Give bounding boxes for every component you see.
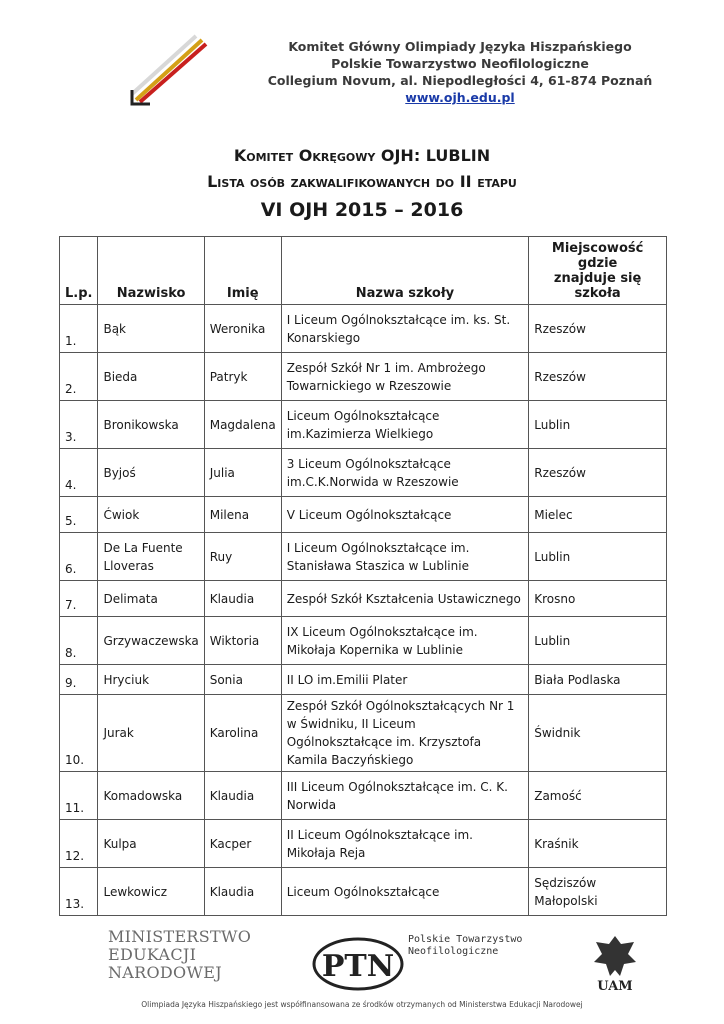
table-row — [60, 581, 667, 617]
header-city-line: Miejscowość — [551, 241, 644, 256]
cell-city: Świdnik — [529, 695, 667, 772]
table-row — [60, 497, 667, 533]
ptn-logo — [312, 934, 422, 992]
ptn-name-line: Neofilologiczne — [408, 946, 499, 957]
cell-lp: 6. — [60, 533, 98, 581]
cell-name: Julia — [204, 449, 281, 497]
cell-name: Klaudia — [204, 772, 281, 820]
qualified-students-table — [59, 236, 667, 916]
cell-name: Klaudia — [204, 581, 281, 617]
org-society: Polskie Towarzystwo Neofilologiczne — [331, 56, 589, 71]
cell-name: Weronika — [204, 305, 281, 353]
cell-surname: Lewkowicz — [98, 868, 204, 916]
cell-city: Mielec — [529, 497, 667, 533]
cell-school: Zespół Szkół Ogólnokształcących Nr 1 w Świdniku, II Liceum Ogólnokształcące im. Krzysztofa Kamila Baczyńskiego — [281, 695, 529, 772]
cell-school: Liceum Ogólnokształcące im.Kazimierza Wielkiego — [281, 401, 529, 449]
cell-surname: Ćwiok — [98, 497, 204, 533]
table-row — [60, 617, 667, 665]
cell-surname: Byjoś — [98, 449, 204, 497]
cell-name: Magdalena — [204, 401, 281, 449]
cell-school: Liceum Ogólnokształcące — [281, 868, 529, 916]
cell-name: Wiktoria — [204, 617, 281, 665]
cell-school: Zespół Szkół Nr 1 im. Ambrożego Towarnickiego w Rzeszowie — [281, 353, 529, 401]
ptn-name-line: Polskie Towarzystwo — [408, 934, 523, 945]
header-city — [529, 237, 667, 305]
cell-lp: 10. — [60, 695, 98, 772]
header-city-line: znajduje się — [553, 271, 642, 286]
table-row — [60, 665, 667, 695]
document-titles — [0, 143, 724, 225]
cell-name: Klaudia — [204, 868, 281, 916]
cell-name: Ruy — [204, 533, 281, 581]
uam-label: UAM — [597, 979, 633, 994]
cell-name: Sonia — [204, 665, 281, 695]
organization-header — [240, 38, 680, 106]
table-row — [60, 305, 667, 353]
table-row — [60, 353, 667, 401]
cell-school: 3 Liceum Ogólnokształcące im.C.K.Norwida w Rzeszowie — [281, 449, 529, 497]
table-row — [60, 820, 667, 868]
cell-city: Biała Podlaska — [529, 665, 667, 695]
ministry-line: MINISTERSTWO — [108, 927, 252, 946]
cell-lp: 2. — [60, 353, 98, 401]
funding-note: Olimpiada Języka Hiszpańskiego jest współfinansowana ze środków otrzymanych od Ministerstwa Edukacji Narodowej — [141, 1000, 583, 1009]
cell-lp: 1. — [60, 305, 98, 353]
cell-school: I Liceum Ogólnokształcące im. Stanisława Staszica w Lublinie — [281, 533, 529, 581]
cell-lp: 11. — [60, 772, 98, 820]
cell-name: Karolina — [204, 695, 281, 772]
ministry-line: NARODOWEJ — [108, 963, 222, 982]
cell-lp: 13. — [60, 868, 98, 916]
org-address: Collegium Novum, al. Niepodległości 4, 61-874 Poznań — [267, 73, 653, 88]
cell-school: V Liceum Ogólnokształcące — [281, 497, 529, 533]
cell-name: Patryk — [204, 353, 281, 401]
cell-city: Krosno — [529, 581, 667, 617]
header-name: Imię — [204, 237, 281, 305]
cell-surname: Jurak — [98, 695, 204, 772]
cell-city: Lublin — [529, 533, 667, 581]
title-list: Lista osób zakwalifikowanych do II etapu — [207, 172, 517, 191]
cell-school: II LO im.Emilii Plater — [281, 665, 529, 695]
cell-lp: 5. — [60, 497, 98, 533]
cell-name: Kacper — [204, 820, 281, 868]
ptn-name — [408, 934, 522, 958]
cell-lp: 9. — [60, 665, 98, 695]
cell-school: IX Liceum Ogólnokształcące im. Mikołaja Kopernika w Lublinie — [281, 617, 529, 665]
ptn-abbr: PTN — [321, 949, 395, 984]
cell-surname: Grzywaczewska — [98, 617, 204, 665]
cell-surname: Komadowska — [98, 772, 204, 820]
header-school: Nazwa szkoły — [281, 237, 529, 305]
header-city-line: szkoła — [574, 286, 621, 301]
table-row — [60, 449, 667, 497]
org-name: Komitet Główny Olimpiady Języka Hiszpańskiego — [288, 39, 632, 54]
table-header-row — [60, 237, 667, 305]
ministry-line: EDUKACJI — [108, 945, 197, 964]
title-edition: VI OJH 2015 – 2016 — [260, 199, 464, 221]
cell-school: III Liceum Ogólnokształcące im. C. K. Norwida — [281, 772, 529, 820]
cell-city: Kraśnik — [529, 820, 667, 868]
cell-surname: Bronikowska — [98, 401, 204, 449]
cell-name: Milena — [204, 497, 281, 533]
org-url-link[interactable]: www.ojh.edu.pl — [405, 90, 515, 105]
cell-city: Lublin — [529, 401, 667, 449]
table-row — [60, 695, 667, 772]
cell-school: Zespół Szkół Kształcenia Ustawicznego — [281, 581, 529, 617]
table-row — [60, 533, 667, 581]
cell-lp: 4. — [60, 449, 98, 497]
cell-lp: 7. — [60, 581, 98, 617]
cell-surname: Delimata — [98, 581, 204, 617]
cell-surname: Hryciuk — [98, 665, 204, 695]
cell-surname: De La Fuente Lloveras — [98, 533, 204, 581]
cell-lp: 8. — [60, 617, 98, 665]
cell-surname: Kulpa — [98, 820, 204, 868]
ojh-logo — [130, 34, 210, 106]
uam-logo — [590, 932, 640, 994]
cell-city: Sędziszów Małopolski — [529, 868, 667, 916]
table-row — [60, 401, 667, 449]
table-row — [60, 772, 667, 820]
cell-lp: 3. — [60, 401, 98, 449]
cell-city: Lublin — [529, 617, 667, 665]
table-row — [60, 868, 667, 916]
cell-school: II Liceum Ogólnokształcące im. Mikołaja Reja — [281, 820, 529, 868]
header-city-line: gdzie — [577, 256, 618, 271]
cell-school: I Liceum Ogólnokształcące im. ks. St. Konarskiego — [281, 305, 529, 353]
cell-surname: Bieda — [98, 353, 204, 401]
cell-city: Rzeszów — [529, 449, 667, 497]
ministry-logo — [108, 927, 252, 982]
cell-city: Zamość — [529, 772, 667, 820]
header-lp: L.p. — [60, 237, 98, 305]
title-committee: Komitet Okręgowy OJH: LUBLIN — [233, 146, 491, 165]
cell-city: Rzeszów — [529, 305, 667, 353]
header-surname: Nazwisko — [98, 237, 204, 305]
cell-city: Rzeszów — [529, 353, 667, 401]
cell-surname: Bąk — [98, 305, 204, 353]
cell-lp: 12. — [60, 820, 98, 868]
